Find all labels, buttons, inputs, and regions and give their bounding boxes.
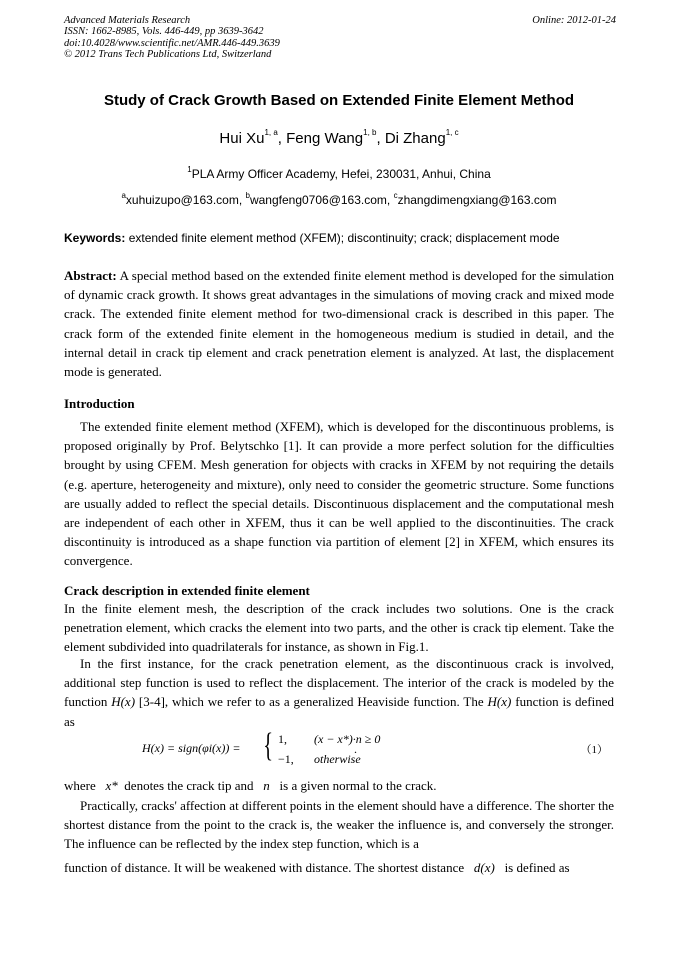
- doi-line: doi:10.4028/www.scientific.net/AMR.446-449.3639: [64, 37, 280, 49]
- practical-last-line: [64, 858, 614, 877]
- where-text: is a given normal to the crack.: [279, 778, 437, 793]
- case-1-value: 1,: [278, 732, 287, 746]
- where-line: [64, 776, 614, 795]
- equation-1: [142, 727, 614, 770]
- keywords-text: extended finite element method (XFEM); discontinuity; crack; displacement mode: [128, 231, 560, 245]
- author-name: Di Zhang: [384, 130, 446, 147]
- email-address: wangfeng0706@163.com: [249, 193, 387, 207]
- email-address: zhangdimengxiang@163.com: [397, 193, 557, 207]
- author-name: Feng Wang: [286, 130, 364, 147]
- equation-end: .: [354, 742, 357, 756]
- section-heading-introduction: Introduction: [64, 396, 135, 411]
- affiliation-text: PLA Army Officer Academy, Hefei, 230031, Anhui, China: [191, 167, 491, 181]
- author-sup: 1, c: [445, 128, 459, 137]
- affiliation-sup: 1: [187, 165, 192, 174]
- normal-symbol: n: [263, 778, 270, 793]
- email-sup: a: [121, 191, 126, 200]
- intro-paragraph: The extended finite element method (XFEM), which is developed for the discontinuous problems, is proposed originally by Prof. Belytschko [1]. It can provide a more perfect solution for the difficulties brought by using CFEM. Mesh generation for objects with cracks in XFEM by not requiring the details (e.g. aperture, heterogeneity and mixture), only need to consider the geometric structure. Some functions are usually added to reflect the special details. Discontinuous displacement and the computational mesh are independent of each other in XFEM, thus it can be well applied to the discontinuities. The crack discontinuity is introduced as a shape function via partition of element [2] in XFEM, which ensures its convergence.: [64, 419, 614, 569]
- section-heading-crack: Crack description in extended finite element: [64, 583, 310, 598]
- crack-text: In the first instance, for the crack penetration element, as the discontinuous crack is involved, additional step function is used to reflect the displacement. The interior of the crack is modeled by the function: [64, 656, 614, 710]
- brace-glyph: {: [263, 727, 274, 764]
- email-list: $^a$xuhuizupo@163.com, $^b$wangfeng0706@163.com, $^c$zhangdimengxiang@163.com: [121, 191, 557, 207]
- author-list: Hui Xu$^{1, a}$, Feng Wang$^{1, b}$, Di Zhang$^{1, c}$: [219, 128, 459, 147]
- abstract-label: Abstract:: [64, 268, 117, 283]
- distance-symbol: d(x): [473, 860, 495, 875]
- crack-text: [3-4], which we refer to as a generalized Heaviside function. The: [135, 694, 488, 710]
- email-sup: b: [245, 191, 250, 200]
- practical-text: function of distance. It will be weakened with distance. The shortest distance: [64, 860, 465, 875]
- keywords-label: Keywords:: [64, 231, 126, 245]
- journal-name: Advanced Materials Research: [64, 15, 191, 26]
- author-sup: 1, b: [363, 128, 377, 137]
- case-1-condition: (x − x*)·n ≥ 0: [314, 732, 381, 746]
- where-text: where: [64, 778, 96, 793]
- abstract: [64, 266, 614, 381]
- heaviside-symbol: H(x): [111, 694, 136, 710]
- author-name: Hui Xu: [219, 130, 265, 147]
- online-date: Online: 2012-01-24: [532, 15, 616, 26]
- heaviside-symbol: H(x): [487, 694, 512, 710]
- author-sup: 1, a: [264, 128, 278, 137]
- abstract-text: A special method based on the extended finite element method is developed for the simulation of dynamic crack growth. It shows great advantages in the simulations of moving crack and mixed mode crack. The extended finite element method for two-dimensional crack is described in this paper. The crack form of the extended finite element in the homogeneous medium is studied in detail, and the internal detail in crack tip element and crack penetration element is analyzed. At last, the displacement mode is generated.: [64, 268, 614, 380]
- keywords: [64, 231, 624, 245]
- crack-text: function is defined as: [64, 694, 614, 729]
- email-address: xuhuizupo@163.com: [125, 193, 239, 207]
- equation-lhs: H(x) = sign(φi(x)) =: [142, 741, 241, 755]
- practical-text: is defined as: [504, 860, 570, 875]
- email-sup: c: [393, 191, 398, 200]
- equation-number: （1）: [580, 744, 608, 756]
- case-2-value: −1,: [278, 752, 294, 766]
- journal-header: [64, 15, 616, 61]
- where-text: denotes the crack tip and: [124, 778, 254, 793]
- paper-title: Study of Crack Growth Based on Extended Finite Element Method: [103, 92, 575, 109]
- copyright-line: © 2012 Trans Tech Publications Ltd, Switzerland: [64, 49, 272, 61]
- practical-paragraph: Practically, cracks' affection at different points in the element should have a difference. The shorter the shortest distance from the point to the crack is, the weaker the influence is, and conversely the stronger. The influence can be reflected by the index step function, which is a: [64, 798, 614, 852]
- crack-paragraph-2: [64, 654, 614, 731]
- issn-line: ISSN: 1662-8985, Vols. 446-449, pp 3639-3642: [64, 26, 264, 38]
- crack-paragraph-1: In the finite element mesh, the description of the crack includes two solutions. One is the crack penetration element, which cracks the element into two parts, and the other is crack tip element. Take the element subdivided into quadrilaterals for instance, as shown in Fig.1.: [64, 601, 614, 655]
- crack-tip-symbol: x*: [105, 778, 118, 793]
- affiliation: [40, 167, 638, 181]
- case-2-condition: otherwise: [314, 752, 361, 766]
